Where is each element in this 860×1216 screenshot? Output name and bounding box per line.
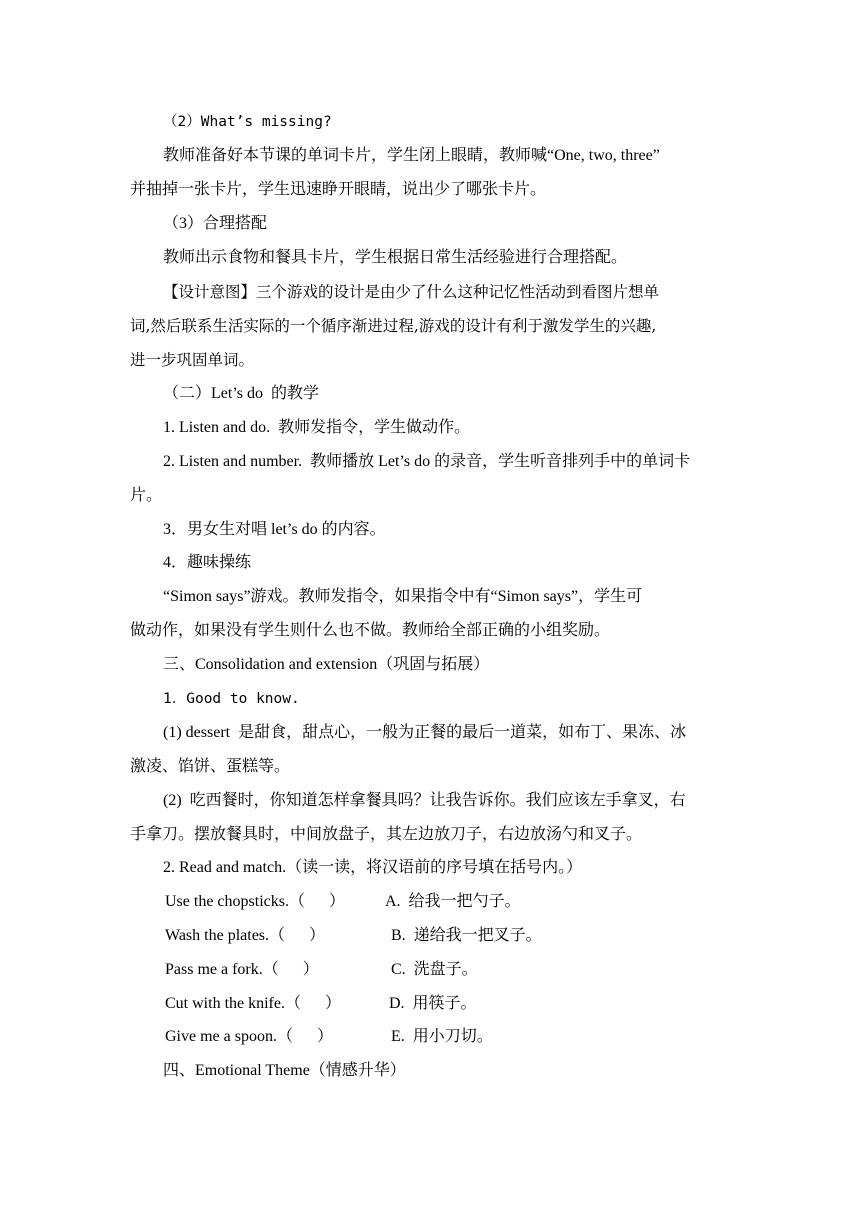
lets-do-heading: （二）Let’s do 的教学 <box>163 385 319 402</box>
game-match-title: （3）合理搭配 <box>163 215 268 232</box>
match-right-2: B. 递给我一把叉子。 <box>391 927 542 944</box>
lets-do-item2-line2: 片。 <box>130 487 163 504</box>
lets-do-item1: 1. Listen and do. 教师发指令，学生做动作。 <box>163 419 471 436</box>
game-missing-title: （2）What’s missing? <box>163 114 332 130</box>
game-match-line1: 教师出示食物和餐具卡片，学生根据日常生活经验进行合理搭配。 <box>163 249 628 266</box>
design-intent-line2: 词,然后联系生活实际的一个循序渐进过程,游戏的设计有利于激发学生的兴趣, <box>130 317 657 335</box>
simon-says-line1: “Simon says”游戏。教师发指令，如果指令中有“Simon says”，学生可 <box>163 588 643 605</box>
read-and-match-heading: 2. Read and match.（读一读，将汉语前的序号填在括号内。） <box>163 859 583 876</box>
simon-says-line2: 做动作，如果没有学生则什么也不做。教师给全部正确的小组奖励。 <box>130 622 611 639</box>
consolidation-heading: 三、Consolidation and extension（巩固与拓展） <box>163 656 490 673</box>
lets-do-item3: 3．男女生对唱 let’s do 的内容。 <box>163 521 386 538</box>
match-left-3: Pass me a fork.（ ） <box>165 961 319 978</box>
match-right-3: C. 洗盘子。 <box>391 961 478 978</box>
match-right-5: E. 用小刀切。 <box>391 1028 493 1045</box>
match-right-1: A. 给我一把勺子。 <box>385 893 521 910</box>
dessert-line2: 激凌、馅饼、蛋糕等。 <box>130 758 291 775</box>
lets-do-item2-line1: 2. Listen and number. 教师播放 Let’s do 的录音，学生听音排列手中的单词卡 <box>163 453 691 470</box>
match-left-2: Wash the plates.（ ） <box>165 927 326 944</box>
tableware-line2: 手拿刀。摆放餐具时，中间放盘子，其左边放刀子，右边放汤勺和叉子。 <box>130 826 643 843</box>
design-intent-line3: 进一步巩固单词。 <box>130 351 255 369</box>
emotional-theme-heading: 四、Emotional Theme（情感升华） <box>163 1062 406 1079</box>
match-left-1: Use the chopsticks.（ ） <box>165 893 345 910</box>
lets-do-item4: 4．趣味操练 <box>163 554 252 571</box>
match-right-4: D. 用筷子。 <box>389 995 477 1012</box>
good-to-know: 1．Good to know. <box>163 691 300 707</box>
match-left-4: Cut with the knife.（ ） <box>165 995 341 1012</box>
game-missing-line1: 教师准备好本节课的单词卡片，学生闭上眼睛，教师喊“One, two, three” <box>163 147 660 164</box>
game-missing-line2: 并抽掉一张卡片，学生迅速睁开眼睛，说出少了哪张卡片。 <box>130 181 547 198</box>
tableware-line1: (2) 吃西餐时，你知道怎样拿餐具吗？让我告诉你。我们应该左手拿叉，右 <box>163 792 686 809</box>
design-intent-line1: 【设计意图】三个游戏的设计是由少了什么这种记忆性活动到看图片想单 <box>163 283 660 301</box>
dessert-line1: (1) dessert 是甜食，甜点心，一般为正餐的最后一道菜，如布丁、果冻、冰 <box>163 724 687 741</box>
match-left-5: Give me a spoon.（ ） <box>165 1028 333 1045</box>
